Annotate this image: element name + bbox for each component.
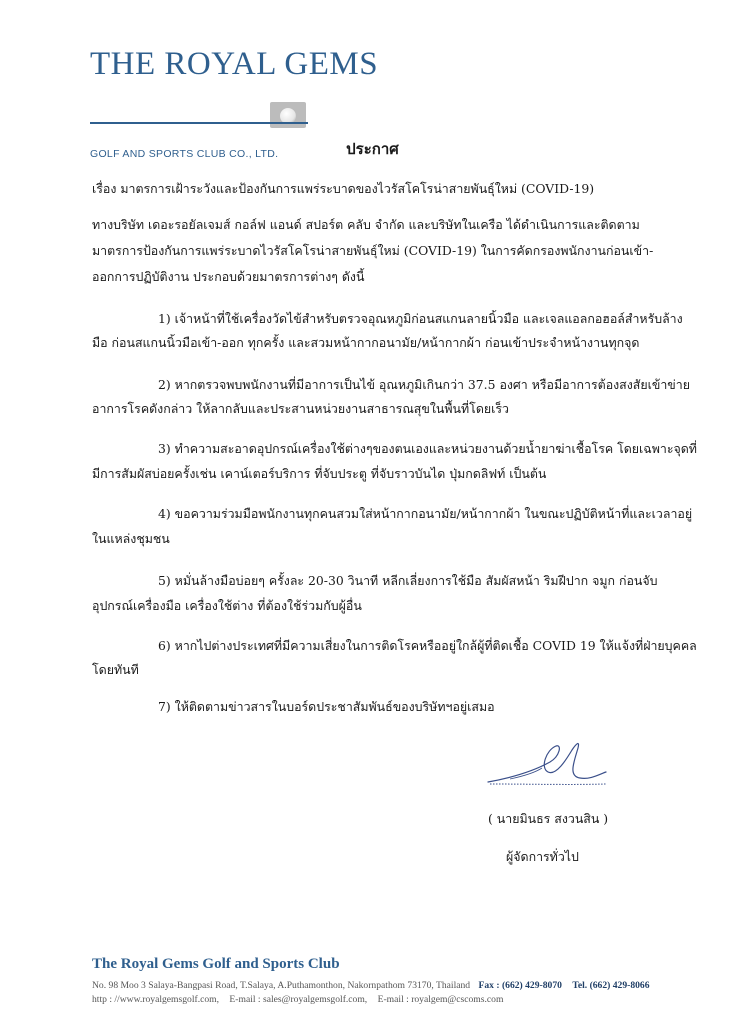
footer-royalgem-email-link[interactable]: E-mail : royalgem@cscoms.com: [377, 994, 504, 1005]
logo-divider: [90, 122, 308, 124]
footer-contact-line: [92, 994, 503, 1005]
measure-3-line-2: มีการสัมผัสบ่อยครั้งเช่น เคาน์เตอร์บริการ ที่จับประตู ที่จับราวบันได ปุ่มกดลิฟท์ เป็นต้น: [92, 466, 547, 481]
measure-1-line-2: มือ ก่อนสแกนนิ้วมือเข้า-ออก ทุกครั้ง และสวมหน้ากากอนามัย/หน้ากากผ้า ก่อนเข้าประจำหน้างานทุกจุด: [92, 335, 640, 350]
measure-5-line-1: 5) หมั่นล้างมือบ่อยๆ ครั้งละ 20-30 วินาที หลีกเลี่ยงการใช้มือ สัมผัสหน้า ริมฝีปาก จมูก ก่อนจับ: [158, 573, 658, 588]
footer-address: No. 98 Moo 3 Salaya-Bangpasi Road, T.Salaya, A.Puthamonthon, Nakornpathom 73170, Thailand: [92, 980, 471, 991]
measure-4-line-2: ในแหล่งชุมชน: [92, 531, 170, 546]
measure-1-line-1: 1) เจ้าหน้าที่ใช้เครื่องวัดไข้สำหรับตรวจอุณหภูมิก่อนสแกนลายนิ้วมือ และเจลแอลกอฮอล์สำหรับล้าง: [158, 311, 683, 326]
measure-7-line-1: 7) ให้ติดตามข่าวสารในบอร์ดประชาสัมพันธ์ของบริษัทฯอยู่เสมอ: [158, 699, 495, 714]
logo-subtitle: GOLF AND SPORTS CLUB CO., LTD.: [90, 148, 279, 160]
measure-6-line-1: 6) หากไปต่างประเทศที่มีความเสี่ยงในการติดโรคหรืออยู่ใกล้ผู้ที่ติดเชื้อ COVID 19 ให้แจ้งที่ฝ่ายบุคคล: [158, 638, 697, 653]
intro-line-2: มาตรการป้องกันการแพร่ระบาดไวรัสโคโรน่าสายพันธุ์ใหม่ (COVID-19) ในการคัดกรองพนักงานก่อนเข้า-: [92, 243, 654, 258]
signature-graphic: [480, 732, 610, 792]
measure-6-line-2: โดยทันที: [92, 662, 139, 677]
signatory-position: ผู้จัดการทั่วไป: [506, 849, 579, 864]
measure-4-line-1: 4) ขอความร่วมมือพนักงานทุกคนสวมใส่หน้ากากอนามัย/หน้ากากผ้า ในขณะปฏิบัติหน้าที่และเวลาอยู่: [158, 506, 693, 521]
subject-line: เรื่อง มาตรการเฝ้าระวังและป้องกันการแพร่ระบาดของไวรัสโคโรน่าสายพันธุ์ใหม่ (COVID-19): [92, 181, 595, 196]
intro-line-1: ทางบริษัท เดอะรอยัลเจมส์ กอล์ฟ แอนด์ สปอร์ต คลับ จำกัด และบริษัทในเครือ ได้ดำเนินการและติดตาม: [92, 217, 640, 232]
measure-3-line-1: 3) ทำความสะอาดอุปกรณ์เครื่องใช้ต่างๆของตนเองและหน่วยงานด้วยน้ำยาฆ่าเชื้อโรค โดยเฉพาะจุดที่: [158, 441, 697, 456]
footer-tel: Tel. (662) 429-8066: [572, 980, 650, 991]
signatory-name: ( นายมินธร สงวนสิน ): [488, 811, 609, 826]
measure-5-line-2: อุปกรณ์เครื่องมือ เครื่องใช้ต่าง ที่ต้องใช้ร่วมกับผู้อื่น: [92, 598, 362, 613]
footer-fax: Fax : (662) 429-8070: [478, 980, 562, 991]
intro-line-3: ออกการปฏิบัติงาน ประกอบด้วยมาตรการต่างๆ ดังนี้: [92, 269, 365, 284]
measure-2-line-2: อาการโรคดังกล่าว ให้ลากลับและประสานหน่วยงานสาธารณสุขในพื้นที่โดยเร็ว: [92, 401, 509, 416]
footer-website-link[interactable]: http : //www.royalgemsgolf.com,: [92, 994, 220, 1005]
measure-2-line-1: 2) หากตรวจพบพนักงานที่มีอาการเป็นไข้ อุณหภูมิเกินกว่า 37.5 องศา หรือมีอาการต้องสงสัยเข้าข่าย: [158, 377, 690, 392]
logo-wordmark: THE ROYAL GEMS: [90, 46, 379, 82]
footer-address-line: [92, 980, 650, 991]
footer-sales-email-link[interactable]: E-mail : sales@royalgemsgolf.com,: [229, 994, 368, 1005]
footer-company-name: The Royal Gems Golf and Sports Club: [92, 956, 340, 972]
announcement-title: ประกาศ: [346, 140, 399, 158]
